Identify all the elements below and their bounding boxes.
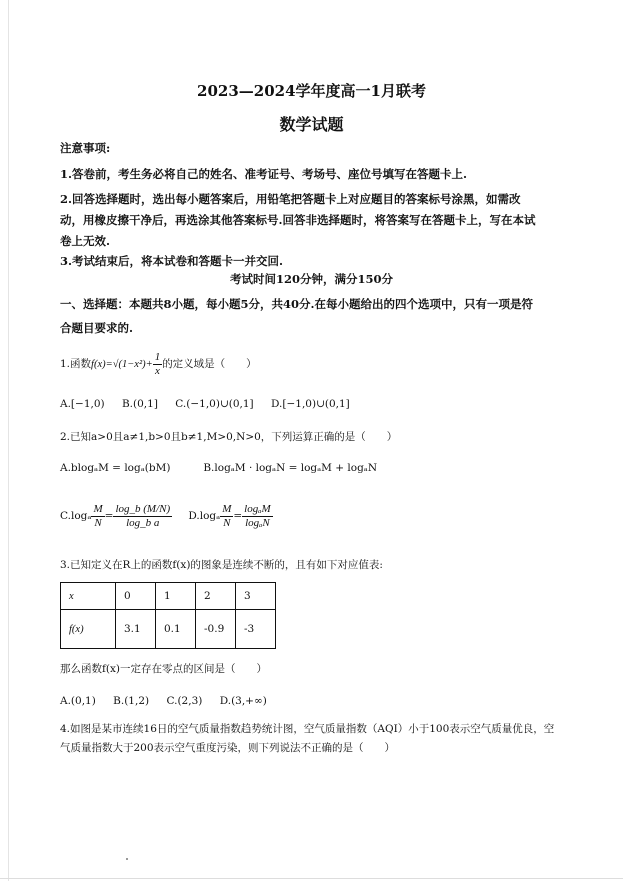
question-2-stem: 2.已知a>0且a≠1,b>0且b≠1,M>0,N>0，下列运算正确的是（ ） <box>60 431 398 443</box>
q2-c-right-den: log_b a <box>126 516 160 529</box>
q2-option-c-left-fraction <box>91 503 104 530</box>
q2-d-left-num: M <box>222 502 232 515</box>
q2-d-right-num: logₐM <box>244 502 271 515</box>
question-2-options-cd <box>60 496 580 536</box>
q2-option-d <box>188 502 272 529</box>
q1-option-a: A.[−1,0) <box>60 398 105 410</box>
q1-option-d: D.[−1,0)∪(0,1] <box>271 398 350 410</box>
notice-item-2-line-1: 2.回答选择题时，选出每小题答案后，用铅笔把答题卡上对应题目的答案标号涂黑，如需改 <box>60 192 521 206</box>
question-1-stem <box>60 350 580 379</box>
question-2-options-ab <box>60 460 580 477</box>
q2-option-b: B.logₐM · logₐN = logₐM + logₐN <box>203 462 378 474</box>
q2-c-left-den: N <box>94 516 102 529</box>
q2-d-equals: = <box>233 510 243 522</box>
table-row <box>61 583 276 610</box>
q1-function: f(x) <box>91 359 106 370</box>
table-cell: 3.1 <box>116 610 156 649</box>
table-cell: 1 <box>156 583 196 610</box>
table-cell: 0.1 <box>156 610 196 649</box>
q2-d-left-den: N <box>223 516 231 529</box>
value-table <box>60 582 276 649</box>
q1-fraction-numerator: 1 <box>154 350 161 363</box>
question-3-options <box>60 693 580 710</box>
table-cell: 3 <box>236 583 276 610</box>
q2-d-right-den: logₐN <box>245 516 270 529</box>
question-1-options <box>60 396 580 413</box>
question-3-prompt: 那么函数f(x)一定存在零点的区间是（ ） <box>60 663 267 675</box>
exam-time-info: 考试时间120分钟，满分150分 <box>229 272 393 286</box>
q3-option-c: C.(2,3) <box>166 695 203 707</box>
q2-option-c-prefix: C.logₐ <box>60 510 92 522</box>
notice-heading: 注意事项: <box>60 141 111 155</box>
q2-option-c <box>60 496 185 536</box>
exam-subject: 数学试题 <box>279 115 344 134</box>
page-speck <box>126 858 128 860</box>
q2-option-a: A.blogₐM = logₐ(bM) <box>60 462 171 474</box>
q1-fraction-denominator: x <box>154 364 160 377</box>
notice-item-1: 1.答卷前，考生务必将自己的姓名、准考证号、考场号、座位号填写在答题卡上. <box>60 167 468 181</box>
table-cell: -3 <box>236 610 276 649</box>
table-cell: -0.9 <box>196 610 236 649</box>
section-1-heading-cont: 合题目要求的. <box>60 321 134 335</box>
table-cell: f(x) <box>61 610 116 649</box>
question-4-stem-line-1: 4.如图是某市连续16日的空气质量指数趋势统计图，空气质量指数（AQI）小于100表示空气质量优良，空 <box>60 723 555 735</box>
q2-option-c-right-fraction <box>113 503 172 530</box>
question-3-stem: 3.已知定义在R上的函数f(x)的图象是连续不断的，且有如下对应值表: <box>60 559 383 571</box>
page-bottom-rule <box>0 878 623 879</box>
notice-item-2-line-3: 卷上无效. <box>60 234 111 248</box>
q3-option-a: A.(0,1) <box>60 695 96 707</box>
q2-c-right-num: log_b (M/N) <box>115 502 171 515</box>
q1-prefix: 1.函数 <box>60 358 92 370</box>
q1-fraction <box>153 351 163 378</box>
table-cell: x <box>61 583 116 610</box>
table-cell: 0 <box>116 583 156 610</box>
q2-c-left-num: M <box>93 502 103 515</box>
table-row <box>61 610 276 649</box>
notice-item-2-line-2: 动，用橡皮擦干净后，再选涂其他答案标号.回答非选择题时，将答案写在答题卡上，写在本试 <box>60 213 536 227</box>
q1-option-b: B.(0,1] <box>121 398 158 410</box>
q1-suffix: 的定义域是（ ） <box>162 358 257 370</box>
q3-option-d: D.(3,+∞) <box>219 695 267 707</box>
exam-title: 2023—2024学年度高一1月联考 <box>197 82 426 100</box>
q1-expression: =√(1−x²)+ <box>105 359 153 370</box>
q1-option-c: C.(−1,0)∪(0,1] <box>175 398 254 410</box>
q2-c-equals: = <box>104 510 114 522</box>
q2-option-d-left-fraction <box>220 503 233 530</box>
q2-option-d-prefix: D.logₐ <box>188 510 221 522</box>
table-cell: 2 <box>196 583 236 610</box>
section-1-heading: 一、选择题：本题共8小题，每小题5分，共40分.在每小题给出的四个选项中，只有一项是符 <box>60 297 534 311</box>
notice-item-3: 3.考试结束后，将本试卷和答题卡一并交回. <box>60 254 284 268</box>
question-4-stem-line-2: 气质量指数大于200表示空气重度污染，则下列说法不正确的是（ ） <box>60 742 396 754</box>
q3-option-b: B.(1,2) <box>113 695 150 707</box>
q2-option-d-right-fraction <box>242 503 272 530</box>
